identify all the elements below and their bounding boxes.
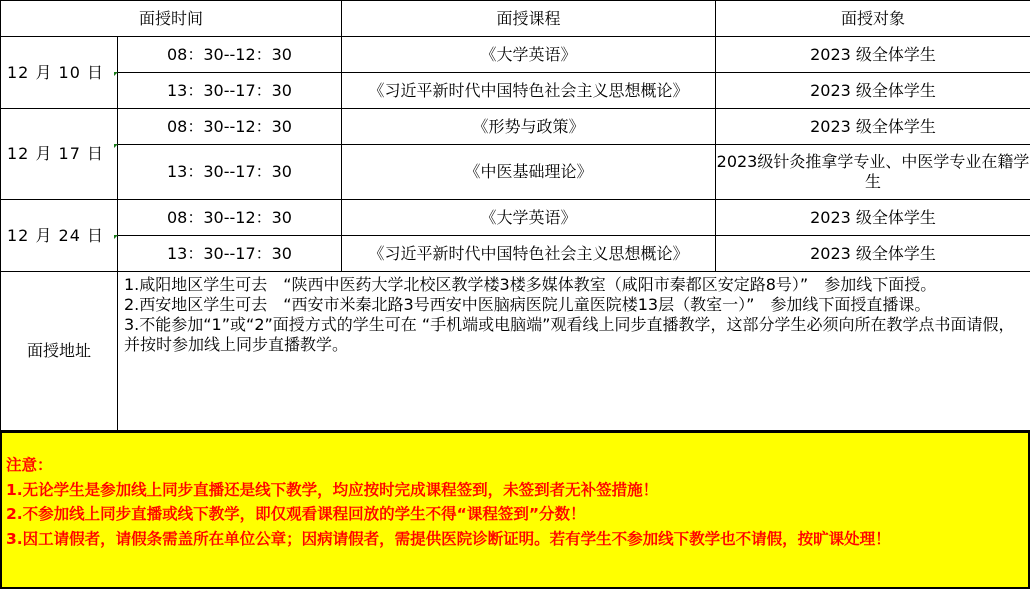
table-row bbox=[1, 109, 1030, 145]
address-item: 1.咸阳地区学生可去 “陕西中医药大学北校区教学楼3楼多媒体教室（咸阳市秦都区安定路8号）” 参加线下面授。 bbox=[124, 275, 937, 294]
address-label: 面授地址 bbox=[1, 272, 118, 431]
course-cell: 《中医基础理论》 bbox=[342, 145, 716, 200]
time-cell: 13：30--17：30 bbox=[118, 145, 342, 200]
table-row bbox=[1, 200, 1030, 236]
target-cell: 2023 级全体学生 bbox=[716, 200, 1030, 236]
target-cell: 2023 级全体学生 bbox=[716, 73, 1030, 109]
table-header-row bbox=[1, 1, 1030, 37]
target-cell: 2023 级全体学生 bbox=[716, 236, 1030, 272]
time-cell: 08：30--12：30 bbox=[118, 200, 342, 236]
notice-box bbox=[0, 431, 1030, 589]
time-cell: 13：30--17：30 bbox=[118, 73, 342, 109]
header-time: 面授时间 bbox=[1, 1, 342, 37]
course-cell: 《大学英语》 bbox=[342, 37, 716, 73]
course-cell: 《形势与政策》 bbox=[342, 109, 716, 145]
course-cell: 《大学英语》 bbox=[342, 200, 716, 236]
notice-item: 3.因工请假者，请假条需盖所在单位公章；因病请假者，需提供医院诊断证明。若有学生不参加线下教学也不请假，按旷课处理！ bbox=[6, 529, 891, 548]
notice-item: 2.不参加线上同步直播或线下教学，即仅观看课程回放的学生不得“课程签到”分数！ bbox=[6, 505, 586, 523]
time-cell: 08：30--12：30 bbox=[118, 109, 342, 145]
time-cell: 13：30--17：30 bbox=[118, 236, 342, 272]
date-cell: 12 月 10 日 bbox=[1, 37, 118, 109]
notice-item: 1.无论学生是参加线上同步直播还是线下教学，均应按时完成课程签到，未签到者无补签措施！ bbox=[6, 480, 659, 499]
target-cell: 2023级针灸推拿学专业、中医学专业在籍学生 bbox=[716, 145, 1030, 200]
table-row bbox=[1, 145, 1030, 200]
date-cell: 12 月 24 日 bbox=[1, 200, 118, 272]
time-cell: 08：30--12：30 bbox=[118, 37, 342, 73]
address-content bbox=[118, 272, 1030, 431]
address-item: 2.西安地区学生可去 “西安市米秦北路3号西安中医脑病医院儿童医院楼13层（教室一）” 参加线下面授直播课。 bbox=[124, 295, 931, 314]
course-cell: 《习近平新时代中国特色社会主义思想概论》 bbox=[342, 236, 716, 272]
notice-title: 注意： bbox=[6, 456, 53, 474]
header-course: 面授课程 bbox=[342, 1, 716, 37]
notice-text bbox=[6, 453, 1024, 551]
table-row bbox=[1, 37, 1030, 73]
target-cell: 2023 级全体学生 bbox=[716, 109, 1030, 145]
address-row bbox=[1, 272, 1030, 431]
target-cell: 2023 级全体学生 bbox=[716, 37, 1030, 73]
date-cell: 12 月 17 日 bbox=[1, 109, 118, 200]
address-item: 3.不能参加“1”或“2”面授方式的学生可在 “手机端或电脑端”观看线上同步直播教学，这部分学生必须向所在教学点书面请假，并按时参加线上同步直播教学。 bbox=[124, 315, 1015, 354]
table-row bbox=[1, 236, 1030, 272]
header-target: 面授对象 bbox=[716, 1, 1030, 37]
course-cell: 《习近平新时代中国特色社会主义思想概论》 bbox=[342, 73, 716, 109]
table-row bbox=[1, 73, 1030, 109]
